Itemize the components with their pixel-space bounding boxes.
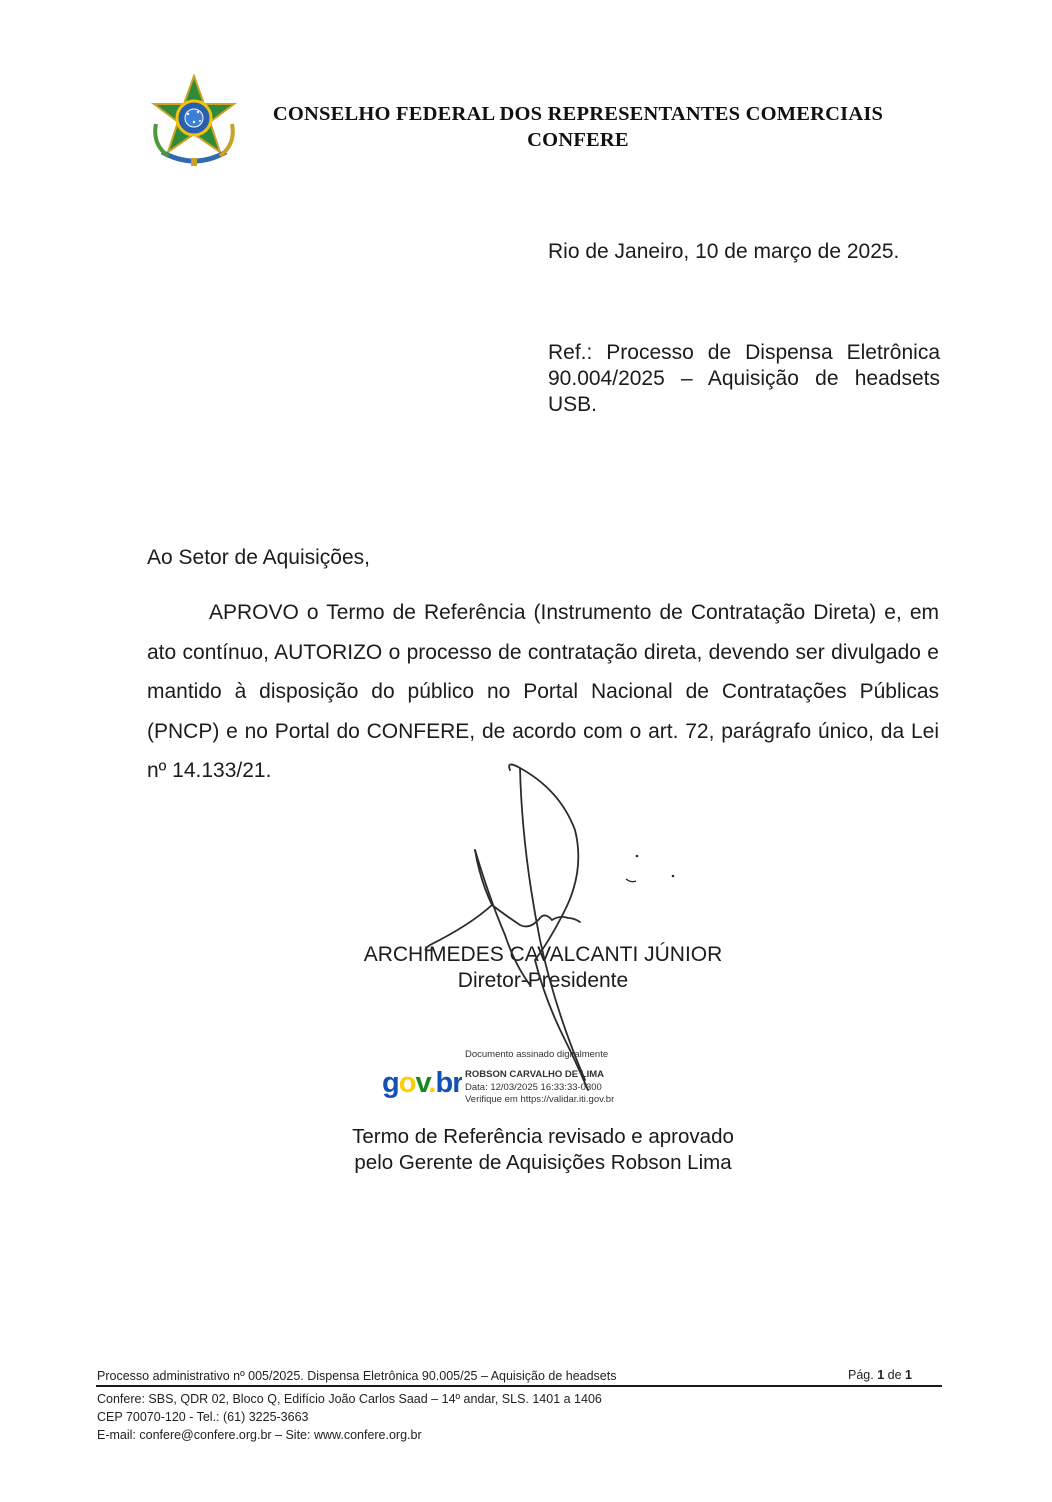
digital-signature-date: Data: 12/03/2025 16:33:33-0300 <box>465 1082 602 1093</box>
salutation: Ao Setor de Aquisições, <box>147 546 370 569</box>
digital-signature-title: Documento assinado digitalmente <box>465 1049 609 1060</box>
approval-note-line1: Termo de Referência revisado e aprovado <box>352 1125 734 1148</box>
footer-contact-email: E-mail: confere@confere.org.br – Site: www.confere.org.br <box>97 1428 422 1442</box>
page-total: 1 <box>905 1368 912 1382</box>
signatory-role: Diretor-Presidente <box>457 969 629 992</box>
govbr-logo-icon <box>382 1064 462 1100</box>
signatory-name: ARCHIMEDES CAVALCANTI JÚNIOR <box>363 943 723 966</box>
footer-process-line: Processo administrativo nº 005/2025. Dispensa Eletrônica 90.005/25 – Aquisição de headsets <box>97 1369 617 1383</box>
page-prefix: Pág. <box>848 1368 874 1382</box>
page-of: de <box>887 1368 902 1382</box>
footer-divider <box>96 1385 942 1387</box>
approval-note-line2: pelo Gerente de Aquisições Robson Lima <box>354 1151 732 1174</box>
page-current: 1 <box>877 1368 885 1382</box>
organization-name: CONSELHO FEDERAL DOS REPRESENTANTES COMERCIAIS <box>272 103 884 125</box>
body-paragraph: APROVO o Termo de Referência (Instrumento de Contratação Direta) e, em ato contínuo, AUTORIZO o processo de contratação direta, devendo ser divulgado e mantido à disposição do público no Portal Nacional de Contratações Públicas (PNCP) e no Portal do CONFERE, de acordo com o art. 72, parágrafo único, da Lei nº 14.133/21. <box>147 601 939 782</box>
footer-address: Confere: SBS, QDR 02, Bloco Q, Edifício João Carlos Saad – 14º andar, SLS. 1401 a 1406 <box>97 1392 602 1406</box>
digital-signature-verify: Verifique em https://validar.iti.gov.br <box>465 1094 615 1105</box>
date-line: Rio de Janeiro, 10 de março de 2025. <box>548 240 900 263</box>
organization-acronym: CONFERE <box>527 129 629 151</box>
brazil-coat-of-arms-icon <box>148 74 240 168</box>
footer-contact-phone: CEP 70070-120 - Tel.: (61) 3225-3663 <box>97 1410 309 1424</box>
digital-signature-signer: ROBSON CARVALHO DE LIMA <box>465 1069 604 1080</box>
svg-text:gov.br: gov.br <box>382 1067 462 1099</box>
reference-line: Ref.: Processo de Dispensa Eletrônica 90.004/2025 – Aquisição de headsets USB. <box>548 341 940 416</box>
footer-page-number <box>848 1368 912 1382</box>
